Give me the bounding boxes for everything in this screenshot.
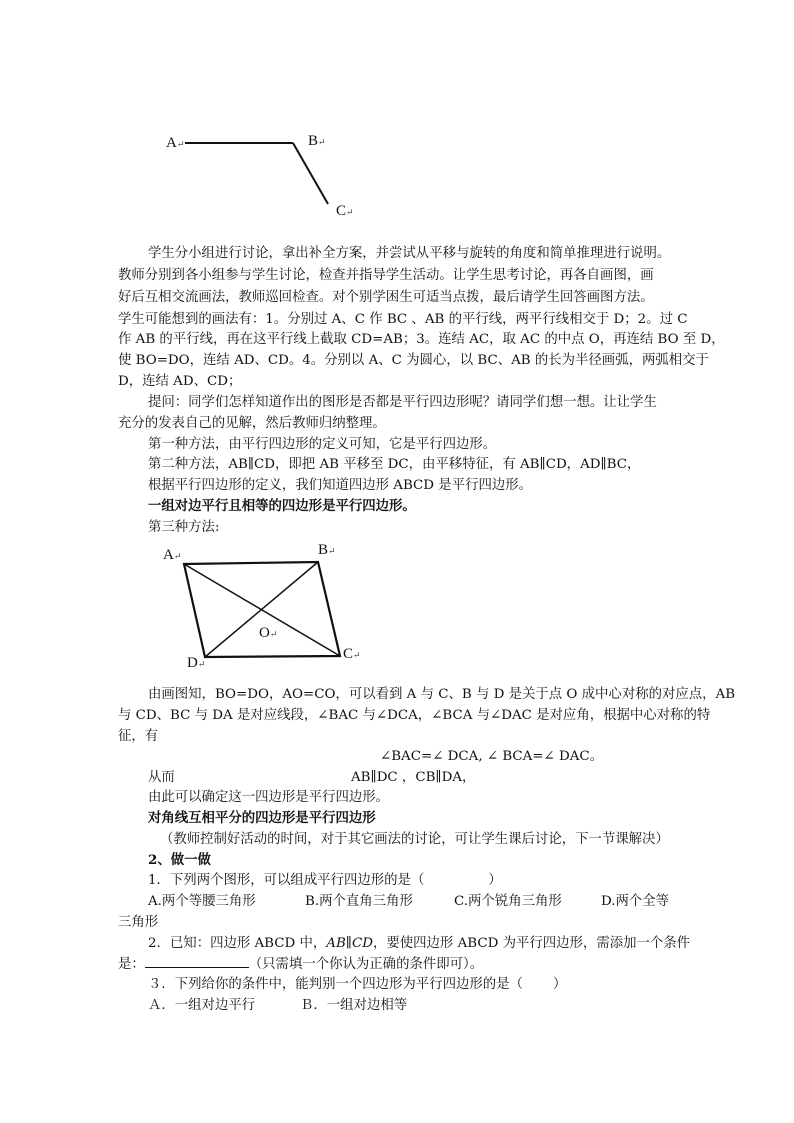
p2-line2: 充分的发表自己的见解，然后教师归纳整理。 bbox=[118, 416, 386, 431]
p1-line4: 学生可能想到的画法有：1。分别过 A、C 作 BC 、AB 的平行线，两平行线相交于 D；2。过 C bbox=[118, 312, 688, 327]
q3-option-a: Ａ．一组对边平行 bbox=[148, 998, 256, 1013]
q1-option-c: C.两个锐角三角形 bbox=[454, 894, 562, 909]
p1-line5: 作 AB 的平行线，再在这平行线上截取 CD=AB；3。连结 AC，取 AC 的中点 O，再连结 BO 至 D， bbox=[118, 332, 725, 347]
method-two-cont: 根据平行四边形的定义，我们知道四边形 ABCD 是平行四边形。 bbox=[148, 478, 533, 493]
figure2-label-o: O↵ bbox=[259, 625, 278, 641]
figure2-label-b: B↵ bbox=[318, 542, 336, 558]
conclusion: 由此可以确定这一四边形是平行四边形。 bbox=[148, 790, 390, 805]
q2-stem: 2．已知：四边形 ABCD 中，AB∥CD，要使四边形 ABCD 为平行四边形，需添加一个条件 bbox=[148, 936, 691, 951]
figure1-label-c: C↵ bbox=[336, 203, 354, 219]
p3-line2: 与 CD、BC 与 DA 是对应线段，∠BAC 与∠DCA，∠BCA 与∠DAC 是对应角，根据中心对称的特 bbox=[118, 708, 711, 723]
p3-line3: 征，有 bbox=[118, 729, 159, 744]
theorem-one: 一组对边平行且相等的四边形是平行四边形。 bbox=[148, 498, 416, 514]
q1-stem: 1．下列两个图形，可以组成平行四边形的是（ ） bbox=[148, 873, 502, 888]
theorem-two: 对角线互相平分的四边形是平行四边形 bbox=[148, 810, 376, 826]
p1-line3: 好后互相交流画法，教师巡回检查。对个别学困生可适当点拨，最后请学生回答画图方法。 bbox=[118, 290, 654, 305]
q3-option-b: Ｂ．一组对边相等 bbox=[300, 998, 408, 1013]
figure1-label-b: B↵ bbox=[308, 133, 326, 149]
q1-option-d-cont: 三角形 bbox=[118, 915, 159, 930]
teacher-note: （教师控制好活动的时间，对于其它画法的讨论，可让学生课后讨论，下一节课解决） bbox=[160, 832, 669, 847]
p1-line6: 使 BO=DO，连结 AD、CD。4。分别以 A、C 为圆心，以 BC、AB 的长为半径画弧，两弧相交于 bbox=[118, 353, 709, 368]
q1-option-a: A.两个等腰三角形 bbox=[148, 894, 256, 909]
p2-line1: 提问：同学们怎样知道作出的图形是否都是平行四边形呢？请同学们想一想。让让学生 bbox=[148, 395, 657, 410]
q1-option-b: B.两个直角三角形 bbox=[305, 894, 413, 909]
figure2-label-c: C↵ bbox=[343, 646, 361, 662]
section-practice-heading: 2、做一做 bbox=[148, 852, 211, 868]
method-one: 第一种方法，由平行四边形的定义可知，它是平行四边形。 bbox=[148, 437, 497, 452]
q3-stem: ３．下列给你的条件中，能判别一个四边形为平行四边形的是（ ） bbox=[148, 977, 567, 992]
diagonal-bd bbox=[205, 562, 318, 657]
q2-blank[interactable] bbox=[145, 955, 249, 968]
thus-label: 从而 bbox=[148, 770, 175, 785]
p1-line2: 教师分别到各小组参与学生讨论，检查并指导学生活动。让学生思考讨论，再各自画图，画 bbox=[118, 268, 654, 283]
p1-line1: 学生分小组进行讨论，拿出补全方案，并尝试从平移与旋转的角度和简单推理进行说明。 bbox=[148, 246, 671, 261]
angle-equation: ∠BAC=∠ DCA, ∠ BCA=∠ DAC。 bbox=[380, 749, 604, 764]
figure2-label-d: D↵ bbox=[187, 655, 206, 671]
parallel-equation: AB∥DC ，CB∥DA， bbox=[351, 770, 476, 785]
method-three-heading: 第三种方法: bbox=[148, 520, 220, 535]
method-two: 第二种方法，AB∥CD，即把 AB 平移至 DC，由平移特征，有 AB∥CD，AD∥BC， bbox=[148, 457, 641, 472]
p1-line7: D，连结 AD、CD； bbox=[118, 374, 242, 389]
q1-option-d: D.两个全等 bbox=[601, 894, 670, 909]
q2-answer-line: 是： （只需填一个你认为正确的条件即可）。 bbox=[118, 957, 484, 972]
figure1-label-a: A↵ bbox=[166, 135, 185, 151]
p3-line1: 由画图知，BO=DO，AO=CO，可以看到 A 与 C、B 与 D 是关于点 O 成中心对称的对应点，AB bbox=[148, 687, 736, 702]
figure2-label-a: A↵ bbox=[163, 547, 182, 563]
